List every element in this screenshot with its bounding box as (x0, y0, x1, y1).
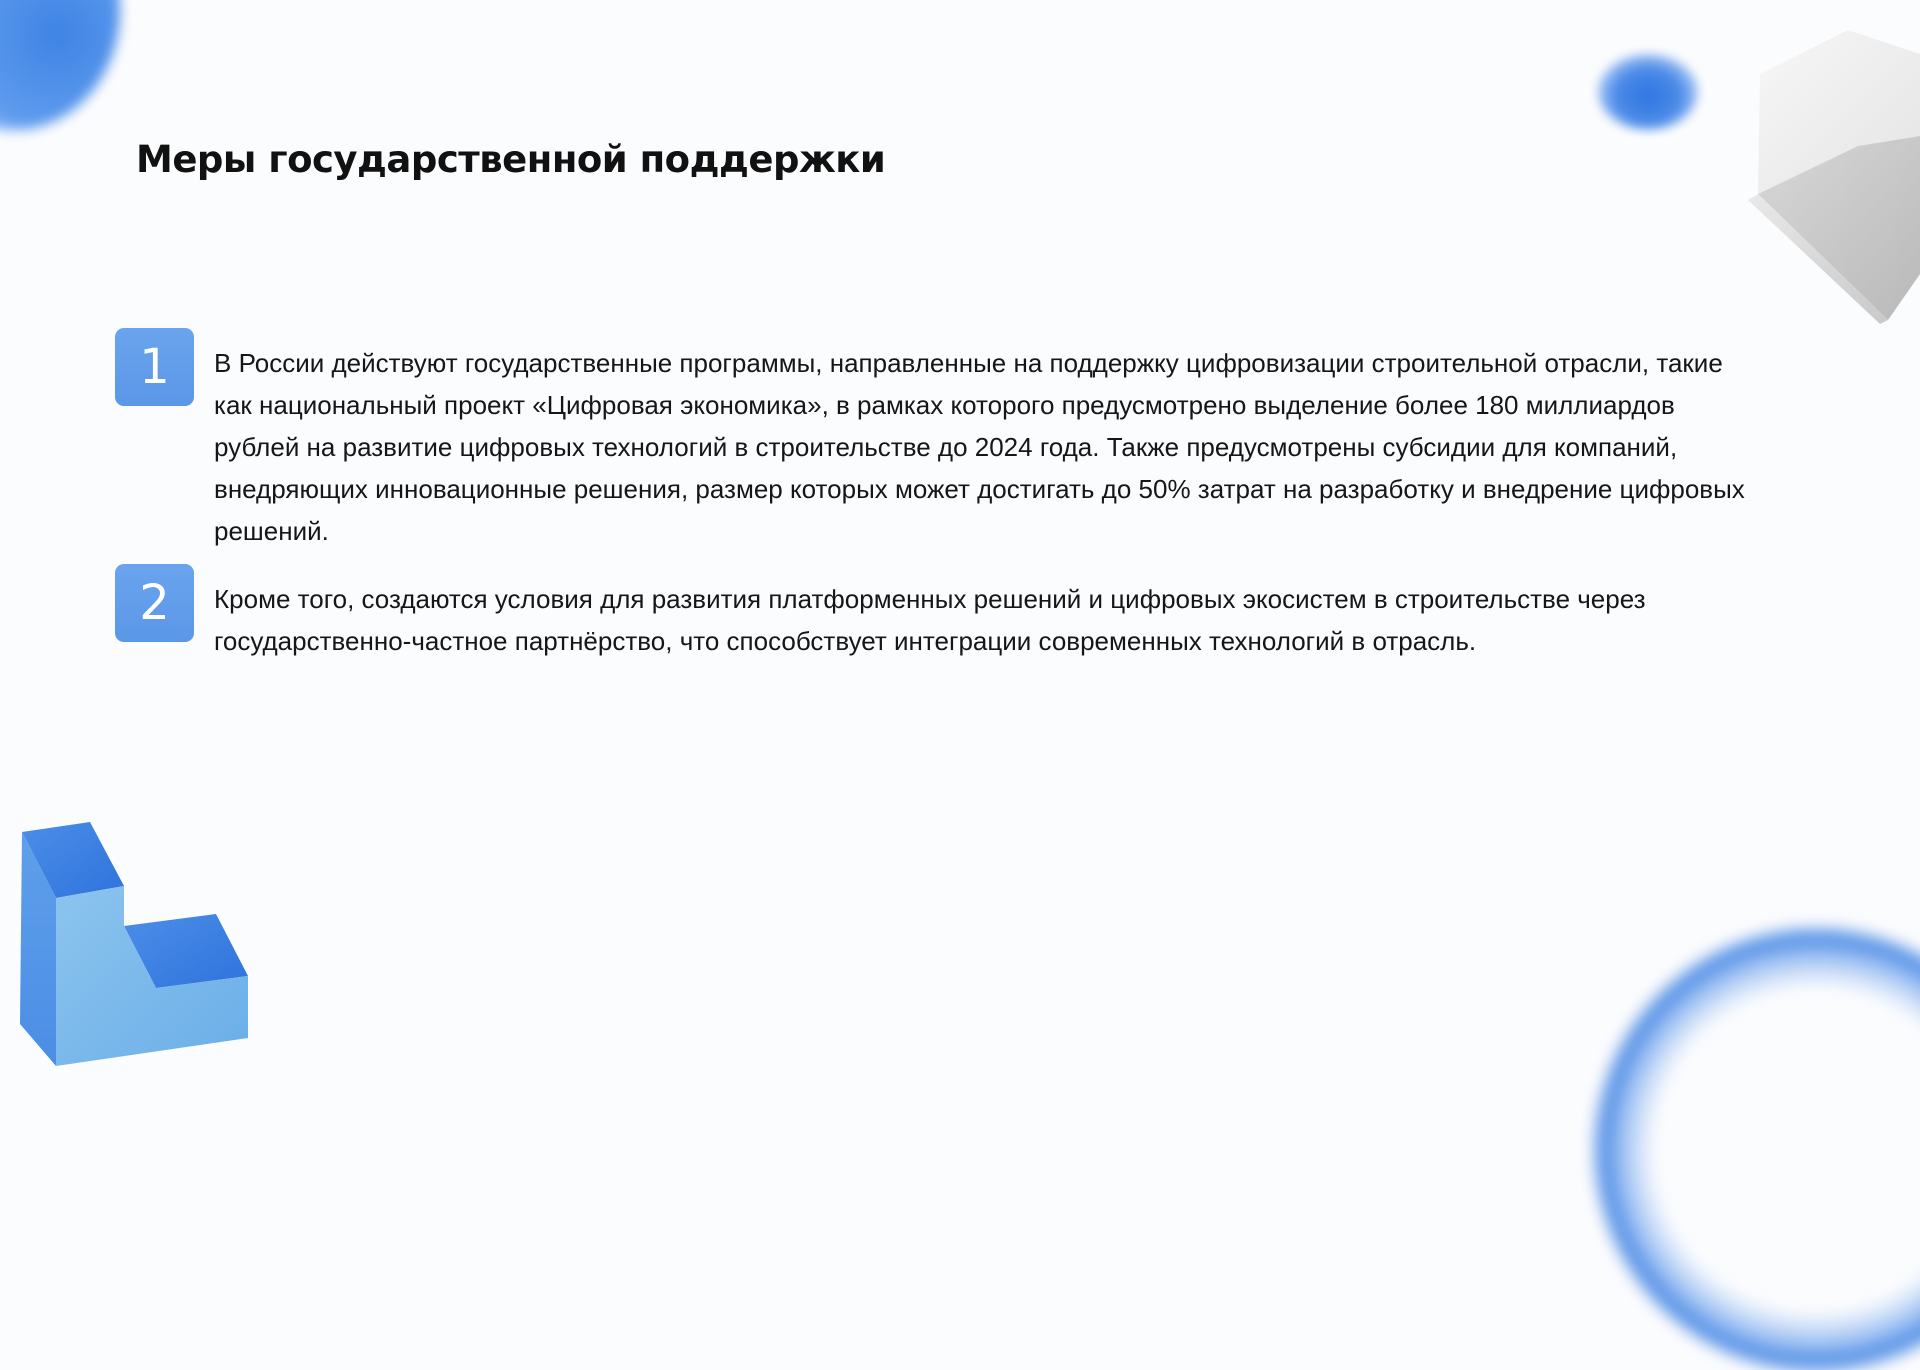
number-badge: 1 (115, 328, 194, 406)
list-item-text: В России действуют государственные программы, направленные на поддержку цифровизации строительной отрасли, такие как национальный проект «Цифровая экономика», в рамках которого предусмотрено выделение более 180 миллиардов рублей на развитие цифровых технологий в строительстве до 2024 года. Также предусмотрены субсидии для компаний, внедряющих инновационные решения, размер которых может достигать до 50% затрат на разработку и внедрение цифровых решений. (214, 348, 1745, 546)
decorative-gray-cube (1738, 24, 1920, 324)
decorative-blue-ring (1596, 930, 1920, 1370)
page-title: Меры государственной поддержки (136, 138, 886, 181)
decorative-blue-blob-top-left (0, 0, 120, 130)
decorative-blue-blob-top-right (1598, 54, 1698, 130)
number-badge: 2 (115, 564, 194, 642)
list-item (115, 564, 1755, 662)
list-item-text: Кроме того, создаются условия для развития платформенных решений и цифровых экосистем в строительстве через государственно-частное партнёрство, что способствует интеграции современных технологий в отрасль. (214, 584, 1646, 656)
list-item (115, 328, 1755, 552)
decorative-blue-steps (14, 816, 254, 1072)
